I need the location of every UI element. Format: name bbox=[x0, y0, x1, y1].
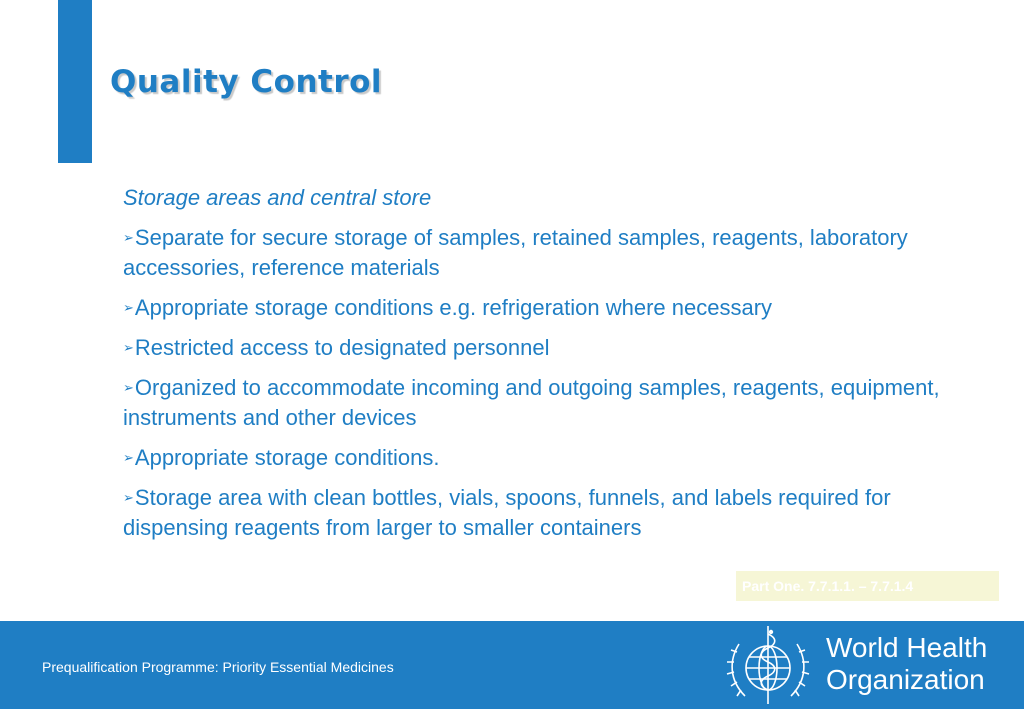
slide-content bbox=[123, 183, 963, 553]
bullet-item bbox=[123, 443, 963, 473]
arrow-bullet-icon: ➢ bbox=[123, 300, 134, 315]
who-name-line2: Organization bbox=[826, 664, 985, 695]
arrow-bullet-icon: ➢ bbox=[123, 490, 134, 505]
slide-title: Quality Control bbox=[110, 64, 383, 100]
content-subheading: Storage areas and central store bbox=[123, 185, 432, 210]
bullet-item bbox=[123, 333, 963, 363]
bullet-text: Appropriate storage conditions e.g. refrigeration where necessary bbox=[134, 295, 773, 320]
bullet-text: Storage area with clean bottles, vials, spoons, funnels, and labels required for dispensing reagents from larger to smaller containers bbox=[123, 485, 891, 540]
bullet-list bbox=[123, 223, 963, 543]
bullet-item bbox=[123, 293, 963, 323]
bullet-text: Organized to accommodate incoming and outgoing samples, reagents, equipment, instruments and other devices bbox=[123, 375, 940, 430]
who-name-line1: World Health bbox=[826, 632, 988, 663]
reference-label: Part One. 7.7.1.1. – 7.7.1.4 bbox=[736, 571, 999, 601]
bullet-item bbox=[123, 373, 963, 433]
arrow-bullet-icon: ➢ bbox=[123, 380, 134, 395]
footer-bar bbox=[0, 621, 1024, 709]
arrow-bullet-icon: ➢ bbox=[123, 340, 134, 355]
programme-name: Prequalification Programme: Priority Essential Medicines bbox=[42, 659, 394, 675]
bullet-text: Appropriate storage conditions. bbox=[134, 445, 440, 470]
who-wordmark bbox=[826, 632, 987, 696]
arrow-bullet-icon: ➢ bbox=[123, 450, 134, 465]
bullet-text: Restricted access to designated personnel bbox=[134, 335, 550, 360]
bullet-item bbox=[123, 483, 963, 543]
arrow-bullet-icon: ➢ bbox=[123, 230, 134, 245]
who-emblem-icon bbox=[719, 622, 817, 708]
bullet-text: Separate for secure storage of samples, retained samples, reagents, laboratory accessories, reference materials bbox=[123, 225, 908, 280]
bullet-item bbox=[123, 223, 963, 283]
title-accent-bar bbox=[58, 0, 92, 163]
